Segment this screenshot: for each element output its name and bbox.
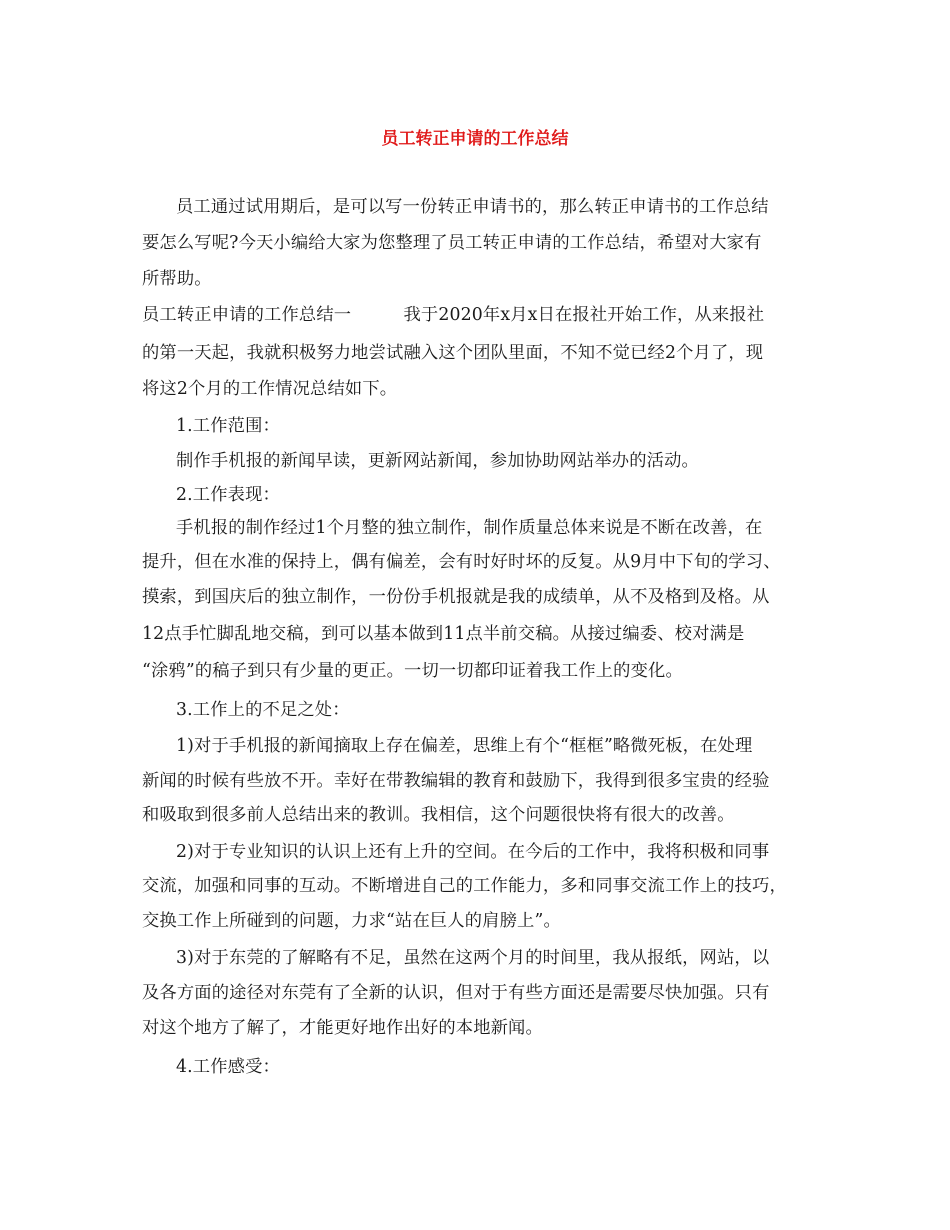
paragraph-line: “涂鸦”的稿子到只有少量的更正。一切一切都印证着我工作上的变化。 [142,661,683,681]
paragraph-line: 及各方面的途径对东莞有了全新的认识，但对于有些方面还是需要尽快加强。只有 [142,983,770,1003]
paragraph-line: 员工转正申请的工作总结一 我于2020年x月x日在报社开始工作，从来报社 [142,305,765,325]
paragraph-line: 手机报的制作经过1个月整的独立制作，制作质量总体来说是不断在改善，在 [176,518,763,538]
paragraph-line: 对这个地方了解了，才能更好地作出好的本地新闻。 [142,1018,543,1038]
paragraph-line: 员工通过试用期后，是可以写一份转正申请书的，那么转正申请书的工作总结 [176,197,769,217]
paragraph-line: 制作手机报的新闻早读，更新网站新闻，参加协助网站举办的活动。 [176,451,699,471]
section-heading: 1.工作范围： [176,416,280,436]
section-heading: 4.工作感受： [176,1057,280,1077]
paragraph-line: 新闻的时候有些放不开。幸好在带教编辑的教育和鼓励下，我得到很多宝贵的经验 [142,771,770,791]
paragraph-line: 交流，加强和同事的互动。不断增进自己的工作能力，多和同事交流工作上的技巧， [142,876,787,896]
paragraph-line: 的第一天起，我就积极努力地尝试融入这个团队里面，不知不觉已经2个月了，现 [142,343,764,363]
paragraph-line: 3)对于东莞的了解略有不足，虽然在这两个月的时间里，我从报纸，网站，以 [176,948,770,968]
section-heading: 3.工作上的不足之处： [176,700,350,720]
paragraph-line: 将这2个月的工作情况总结如下。 [142,379,398,399]
paragraph-line: 所帮助。 [142,269,212,289]
paragraph-line: 摸索，到国庆后的独立制作，一份份手机报就是我的成绩单，从不及格到及格。从 [142,587,770,607]
paragraph-line: 1)对于手机报的新闻摘取上存在偏差，思维上有个“框框”略微死板，在处理 [176,736,753,756]
paragraph-line: 提升，但在水准的保持上，偶有偏差，会有时好时坏的反复。从9月中下旬的学习、 [142,552,781,572]
paragraph-line: 和吸取到很多前人总结出来的教训。我相信，这个问题很快将有很大的改善。 [142,805,735,825]
paragraph-line: 要怎么写呢?今天小编给大家为您整理了员工转正申请的工作总结，希望对大家有 [142,233,762,253]
paragraph-line: 2)对于专业知识的认识上还有上升的空间。在今后的工作中，我将积极和同事 [176,842,770,862]
section-heading: 2.工作表现： [176,485,280,505]
paragraph-line: 交换工作上所碰到的问题，力求“站在巨人的肩膀上”。 [142,911,561,931]
document-title: 员工转正申请的工作总结 [381,129,569,149]
paragraph-line: 12点手忙脚乱地交稿，到可以基本做到11点半前交稿。从接过编委、校对满是 [142,624,745,644]
